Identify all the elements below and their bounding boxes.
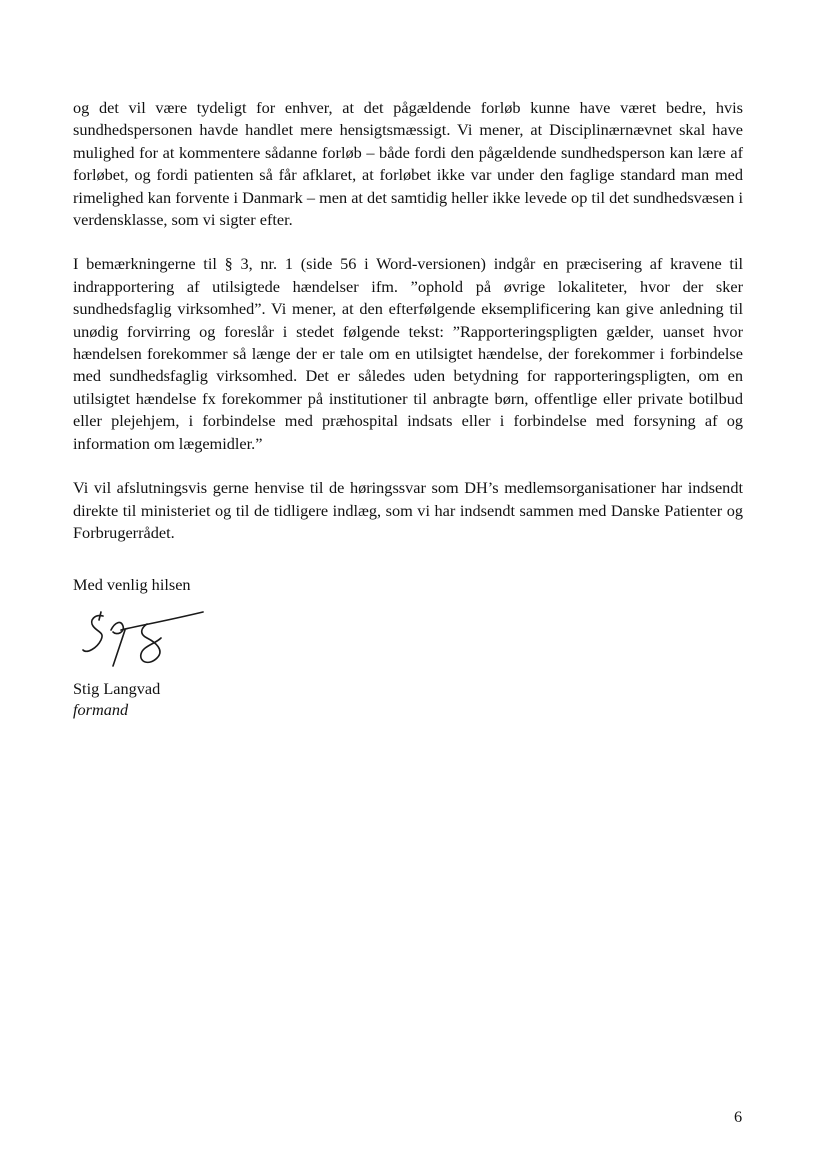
- handwritten-signature: [81, 610, 211, 672]
- paragraph-disciplinary-board: og det vil være tydeligt for enhver, at det pågældende forløb kunne have været bedre, hvis sundhedspersonen havde handlet mere hensigtsmæssigt. Vi mener, at Disciplinærnævnet skal have mulighed for at kommentere sådanne forløb – både fordi den pågældende sundhedsperson kan lære af forløbet, og fordi patienten så får afklaret, at forløbet ikke var under den faglige standard man med rimelighed kan forvente i Danmark – men at det samtidig heller ikke levede op til det sundhedsvæsen i verdensklasse, som vi sigter efter.: [73, 98, 743, 230]
- closing-greeting: Med venlig hilsen: [73, 575, 191, 595]
- letter-body: [73, 97, 743, 720]
- paragraph-reporting-obligation: I bemærkningerne til § 3, nr. 1 (side 56 i Word-versionen) indgår en præcisering af kravene til indrapportering af utilsigtede hændelser ifm. ”ophold på øvrige lokaliteter, hvor der sker sundhedsfaglig virksomhed”. Vi mener, at den efterfølgende eksemplificering kan give anledning til unødig forvirring og foreslår i stedet følgende tekst: ”Rapporteringspligten gælder, uanset hvor hændelsen forekommer så længe der er tale om en utilsigtet hændelse, der forekommer i forbindelse med sundhedsfaglig virksomhed. Det er således uden betydning for rapporteringspligten, om en utilsigtet hændelse fx forekommer på institutioner til anbragte børn, offentlige eller private botilbud eller plejehjem, i forbindelse med præhospital indsats eller i forbindelse med forsyning af og information om lægemidler.”: [73, 254, 743, 453]
- paragraph-closing-reference: Vi vil afslutningsvis gerne henvise til de høringssvar som DH’s medlemsorganisationer har indsendt direkte til ministeriet og til de tidligere indlæg, som vi har indsendt sammen med Danske Patienter og Forbrugerrådet.: [73, 478, 743, 542]
- page-number: 6: [734, 1107, 743, 1126]
- signer-name: Stig Langvad: [73, 679, 161, 699]
- signer-title: formand: [73, 700, 129, 720]
